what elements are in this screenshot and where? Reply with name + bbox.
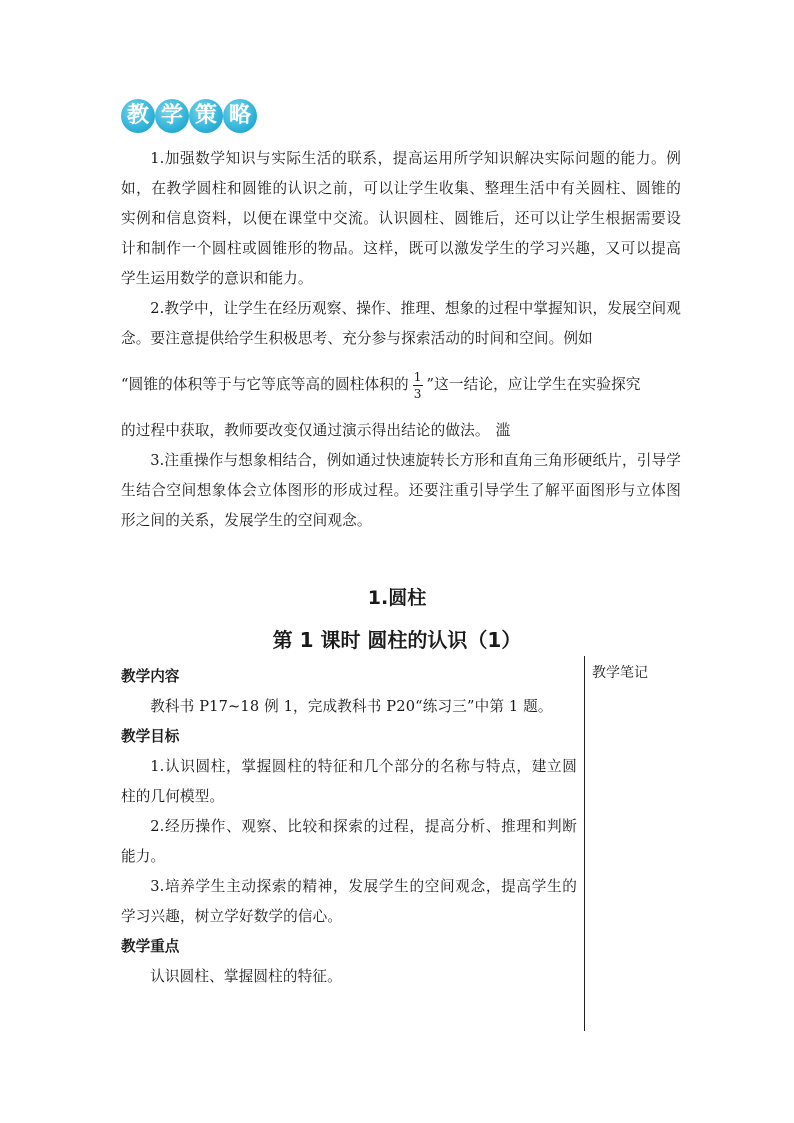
section-heading-content: 教学内容 <box>121 668 180 685</box>
badge-char-1: 教 <box>121 99 155 133</box>
goal-3: 3.培养学生主动探索的精神，发展学生的空间观念，提高学生的学习兴趣，树立学好数学的信心。 <box>121 878 577 925</box>
badge-char-3: 策 <box>189 99 223 133</box>
lesson-title: 第 1 课时 圆柱的认识（1） <box>272 628 522 652</box>
section-heading-goals: 教学目标 <box>121 728 180 745</box>
strategy-paragraph-2-end <box>121 416 681 446</box>
fraction-denominator: 3 <box>413 386 422 401</box>
fraction-line-text-before: “圆锥的体积等于与它等底等高的圆柱体积的 <box>121 376 409 393</box>
notes-column-divider <box>584 656 585 1031</box>
strategy-paragraph-2-end-text: 的过程中获取，教师要改变仅通过演示得出结论的做法。 <box>121 422 490 439</box>
fraction-numerator: 1 <box>413 369 422 384</box>
badge-char-2: 学 <box>155 99 189 133</box>
strategy-paragraph-2: 2.教学中，让学生在经历观察、操作、推理、想象的过程中掌握知识，发展空间观念。要注意提供给学生积极思考、充分参与探索活动的时间和空间。例如 <box>121 300 681 347</box>
teaching-notes-label: 教学笔记 <box>592 665 648 681</box>
teaching-strategy-body <box>121 144 681 536</box>
fraction-line-text-after: ”这一结论，应让学生在实验探究 <box>426 376 641 393</box>
fraction-one-third <box>412 371 424 400</box>
section-badge-teaching-strategy <box>121 99 257 133</box>
lesson-plan-body <box>121 662 577 992</box>
strategy-paragraph-3: 3.注重操作与想象相结合，例如通过快速旋转长方形和直角三角形硬纸片，引导学生结合空间想象体会立体图形的形成过程。还要注重引导学生了解平面图形与立体图形之间的关系，发展学生的空间观念。 <box>121 452 681 529</box>
unit-title: 1.圆柱 <box>367 587 427 609</box>
key-points-text: 认识圆柱、掌握圆柱的特征。 <box>150 968 342 985</box>
strategy-paragraph-1: 1.加强数学知识与实际生活的联系，提高运用所学知识解决实际问题的能力。例如，在教学圆柱和圆锥的认识之前，可以让学生收集、整理生活中有关圆柱、圆锥的实例和信息资料，以便在课堂中交流。认识圆柱、圆锥后，还可以让学生根据需要设计和制作一个圆柱或圆锥形的物品。这样，既可以激发学生的学习兴趣，又可以提高学生运用数学的意识和能力。 <box>121 150 681 287</box>
section-heading-key-points: 教学重点 <box>121 938 180 955</box>
goal-1: 1.认识圆柱，掌握圆柱的特征和几个部分的名称与特点，建立圆柱的几何模型。 <box>121 758 577 805</box>
stray-character: 滥 <box>495 422 511 439</box>
content-text: 教科书 P17~18 例 1，完成教科书 P20“练习三”中第 1 题。 <box>150 698 553 715</box>
badge-char-4: 略 <box>223 99 257 133</box>
goal-2: 2.经历操作、观察、比较和探索的过程，提高分析、推理和判断能力。 <box>121 818 577 865</box>
strategy-paragraph-2-fraction-line <box>121 354 681 416</box>
